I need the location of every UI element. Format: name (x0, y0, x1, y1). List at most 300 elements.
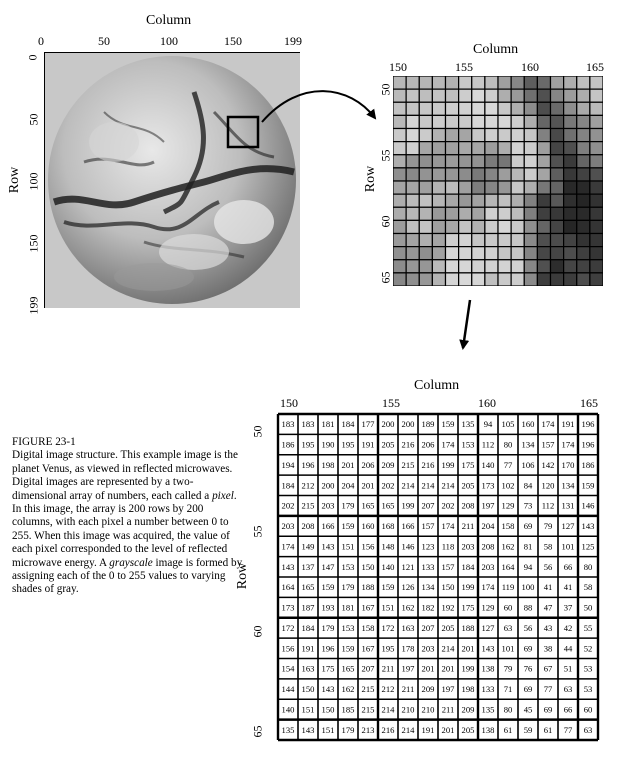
table-cell-value: 101 (561, 541, 575, 552)
zoom-pixel (524, 207, 537, 220)
zoom-pixel (419, 142, 432, 155)
zoom-pixel (577, 142, 590, 155)
zoom-pixel (551, 155, 564, 168)
table-cell-value: 159 (441, 419, 455, 430)
table-cell-value: 147 (321, 561, 335, 572)
zoom-pixel (419, 260, 432, 273)
zoom-pixel (551, 129, 564, 142)
table-col-tick: 155 (382, 396, 400, 410)
table-cell-value: 66 (563, 561, 573, 572)
zoom-pixel (419, 247, 432, 260)
table-cell-value: 134 (521, 439, 535, 450)
table-cell-value: 198 (461, 684, 475, 695)
table-cell-value: 208 (481, 541, 495, 552)
table-cell-value: 58 (543, 541, 553, 552)
venus-row-tick: 0 (25, 54, 40, 61)
table-cell-value: 179 (341, 500, 355, 511)
zoom-pixel (393, 194, 406, 207)
venus-row-tick: 50 (26, 113, 41, 126)
table-cell-value: 202 (441, 500, 455, 511)
table-cell-value: 55 (583, 622, 593, 633)
table-cell-value: 209 (421, 684, 435, 695)
table-cell-value: 112 (481, 439, 495, 450)
zoom-pixel (459, 115, 472, 128)
zoom-pixel (432, 260, 445, 273)
table-cell-value: 184 (461, 561, 475, 572)
table-cell-value: 196 (301, 459, 315, 470)
table-cell-value: 207 (421, 622, 435, 633)
zoom-pixel (446, 155, 459, 168)
table-cell-value: 199 (461, 582, 475, 593)
zoom-pixel (485, 207, 498, 220)
zoom-pixel (432, 247, 445, 260)
table-cell-value: 203 (481, 561, 495, 572)
table-cell-value: 183 (281, 419, 295, 430)
zoom-pixel (485, 220, 498, 233)
table-cell-value: 201 (441, 724, 455, 735)
zoom-pixel (446, 76, 459, 89)
zoom-pixel (537, 142, 550, 155)
table-cell-value: 214 (401, 724, 415, 735)
zoom-pixel (590, 207, 603, 220)
zoom-pixel (564, 247, 577, 260)
table-cell-value: 38 (543, 643, 553, 654)
zoom-pixel (446, 194, 459, 207)
table-cell-value: 143 (281, 561, 295, 572)
zoom-pixel (406, 155, 419, 168)
zoom-pixel (590, 76, 603, 89)
zoom-pixel (511, 207, 524, 220)
table-cell-value: 214 (441, 480, 455, 491)
zoom-pixel (524, 76, 537, 89)
table-cell-value: 199 (441, 459, 455, 470)
zoom-pixel (472, 129, 485, 142)
zoom-arrow-2 (463, 300, 470, 348)
table-cell-value: 215 (361, 704, 375, 715)
zoom-pixel (446, 89, 459, 102)
table-cell-value: 162 (401, 602, 415, 613)
table-cell-value: 84 (523, 480, 533, 491)
table-cell-value: 200 (381, 419, 395, 430)
table-cell-value: 185 (341, 704, 355, 715)
table-cell-value: 140 (281, 704, 295, 715)
zoom-pixel (537, 207, 550, 220)
zoom-pixel (472, 260, 485, 273)
zoom-pixel (406, 89, 419, 102)
table-col-tick: 150 (280, 396, 298, 410)
table-row-title: Row (235, 562, 251, 590)
zoom-pixel (419, 273, 432, 286)
venus-col-tick: 199 (284, 34, 302, 48)
table-cell-value: 94 (523, 561, 533, 572)
table-cell-value: 138 (481, 663, 495, 674)
table-cell-value: 165 (341, 663, 355, 674)
table-cell-value: 150 (321, 704, 335, 715)
table-cell-value: 135 (281, 724, 295, 735)
table-cell-value: 151 (321, 724, 335, 735)
table-cell-value: 186 (581, 459, 595, 470)
zoom-pixel (446, 247, 459, 260)
table-cell-value: 63 (583, 724, 593, 735)
table-cell-value: 189 (421, 419, 435, 430)
table-cell-value: 165 (361, 500, 375, 511)
table-cell-value: 77 (563, 724, 573, 735)
table-cell-value: 53 (583, 663, 593, 674)
zoom-pixel (537, 194, 550, 207)
zoom-pixel (419, 155, 432, 168)
table-cell-value: 195 (301, 439, 315, 450)
venus-row-tick: 100 (26, 172, 41, 191)
zoom-pixel (446, 129, 459, 142)
zoom-pixel (472, 76, 485, 89)
zoom-pixel (446, 220, 459, 233)
table-cell-value: 216 (381, 724, 395, 735)
zoom-pixel (432, 168, 445, 181)
zoom-pixel (498, 168, 511, 181)
zoom-pixel (419, 220, 432, 233)
table-cell-value: 201 (421, 663, 435, 674)
zoom-pixel (498, 129, 511, 142)
table-cell-value: 179 (321, 622, 335, 633)
table-cell-value: 211 (461, 521, 475, 532)
table-cell-value: 157 (421, 521, 435, 532)
table-cell-value: 215 (361, 684, 375, 695)
zoom-pixel (511, 115, 524, 128)
zoom-pixel (485, 247, 498, 260)
table-cell-value: 196 (321, 643, 335, 654)
zoom-pixel (472, 234, 485, 247)
zoom-pixel (406, 129, 419, 142)
table-cell-value: 121 (401, 561, 415, 572)
table-cell-value: 140 (481, 459, 495, 470)
caption-title: Digital image structure. (12, 449, 118, 462)
zoom-pixel (564, 220, 577, 233)
zoom-pixel (590, 247, 603, 260)
zoom-pixel (498, 220, 511, 233)
zoom-pixel (498, 102, 511, 115)
zoom-pixel (393, 181, 406, 194)
zoom-pixel (577, 247, 590, 260)
zoom-pixel (406, 181, 419, 194)
zoom-pixel (432, 220, 445, 233)
zoom-col-tick: 160 (521, 60, 539, 74)
table-cell-value: 184 (301, 622, 315, 633)
zoom-pixel (393, 260, 406, 273)
zoom-pixel (511, 155, 524, 168)
table-cell-value: 45 (523, 704, 533, 715)
table-cell-value: 88 (523, 602, 533, 613)
table-cell-value: 129 (501, 500, 515, 511)
zoom-pixel (406, 115, 419, 128)
zoom-pixel (459, 155, 472, 168)
table-cell-value: 181 (321, 419, 335, 430)
table-cell-value: 173 (281, 602, 295, 613)
zoom-pixel (419, 129, 432, 142)
table-cell-value: 138 (481, 724, 495, 735)
table-cell-value: 80 (583, 561, 593, 572)
zoom-pixel (498, 207, 511, 220)
table-cell-value: 191 (361, 439, 375, 450)
zoom-pixel (590, 234, 603, 247)
table-cell-value: 163 (301, 663, 315, 674)
zoom-pixel (432, 89, 445, 102)
zoom-pixel (524, 194, 537, 207)
table-col-tick: 160 (478, 396, 496, 410)
table-cell-value: 207 (421, 500, 435, 511)
zoom-pixel (564, 89, 577, 102)
table-cell-value: 210 (421, 704, 435, 715)
table-cell-value: 106 (521, 459, 535, 470)
zoom-pixel (393, 273, 406, 286)
table-cell-value: 162 (341, 684, 355, 695)
zoom-pixel (551, 142, 564, 155)
table-cell-value: 69 (523, 643, 533, 654)
zoom-pixel (459, 234, 472, 247)
table-cell-value: 203 (281, 521, 295, 532)
table-cell-value: 197 (481, 500, 495, 511)
zoom-col-tick: 150 (389, 60, 407, 74)
table-cell-value: 151 (381, 602, 395, 613)
table-cell-value: 201 (361, 480, 375, 491)
zoom-pixel (393, 115, 406, 128)
zoom-pixel (590, 115, 603, 128)
table-cell-value: 63 (563, 684, 573, 695)
table-cell-value: 52 (583, 643, 593, 654)
zoom-pixel (577, 76, 590, 89)
zoom-pixel (485, 76, 498, 89)
zoom-pixel (498, 76, 511, 89)
table-cell-value: 173 (481, 480, 495, 491)
zoom-pixel (524, 181, 537, 194)
venus-col-tick: 100 (160, 34, 178, 48)
zoom-pixel (498, 142, 511, 155)
table-cell-value: 146 (581, 500, 595, 511)
zoom-pixel (537, 273, 550, 286)
zoom-pixel (498, 260, 511, 273)
zoom-pixel (393, 155, 406, 168)
zoom-pixel (590, 194, 603, 207)
table-cell-value: 200 (321, 480, 335, 491)
table-row-tick: 65 (250, 725, 265, 738)
zoom-row-tick: 60 (378, 215, 393, 228)
zoom-pixel (537, 220, 550, 233)
zoom-pixel (419, 76, 432, 89)
zoom-pixel (498, 115, 511, 128)
table-cell-value: 167 (361, 602, 375, 613)
zoom-pixel (432, 273, 445, 286)
table-cell-value: 201 (341, 459, 355, 470)
zoom-pixel (432, 181, 445, 194)
zoom-pixel (511, 168, 524, 181)
table-cell-value: 127 (481, 622, 495, 633)
table-cell-value: 69 (543, 704, 553, 715)
table-cell-value: 203 (321, 500, 335, 511)
table-cell-value: 174 (281, 541, 295, 552)
zoom-pixel (577, 129, 590, 142)
table-cell-value: 58 (583, 582, 593, 593)
zoom-pixel (459, 273, 472, 286)
zoom-pixel (432, 207, 445, 220)
zoom-pixel (511, 76, 524, 89)
zoom-pixel (577, 155, 590, 168)
table-cell-value: 142 (541, 459, 555, 470)
table-cell-value: 71 (503, 684, 513, 695)
zoom-pixel (537, 115, 550, 128)
zoom-pixel (524, 155, 537, 168)
caption-text: image is formed by assigning each of the 0 to 255 values to varying shades of gray. (12, 556, 243, 596)
table-cell-value: 212 (381, 684, 395, 695)
zoom-row-tick: 50 (378, 83, 393, 96)
venus-image (44, 52, 300, 308)
zoom-pixel (459, 102, 472, 115)
zoom-pixel (406, 76, 419, 89)
zoom-pixel (511, 142, 524, 155)
table-cell-value: 159 (341, 521, 355, 532)
table-cell-value: 159 (581, 480, 595, 491)
zoom-pixel (432, 115, 445, 128)
table-cell-value: 170 (561, 459, 575, 470)
zoom-pixel (393, 76, 406, 89)
zoom-pixel (406, 273, 419, 286)
zoom-pixel (551, 220, 564, 233)
table-cell-value: 174 (561, 439, 575, 450)
zoom-pixel (537, 260, 550, 273)
zoom-pixel (393, 168, 406, 181)
table-cell-value: 119 (501, 582, 515, 593)
zoom-col-tick: 165 (586, 60, 604, 74)
zoom-pixel (551, 234, 564, 247)
table-cell-value: 159 (321, 582, 335, 593)
zoom-pixel (446, 168, 459, 181)
table-cell-value: 191 (301, 643, 315, 654)
table-cell-value: 165 (301, 582, 315, 593)
table-cell-value: 195 (381, 643, 395, 654)
table-cell-value: 174 (441, 439, 455, 450)
zoom-pixel (590, 129, 603, 142)
table-cell-value: 157 (441, 561, 455, 572)
zoom-pixel (524, 168, 537, 181)
zoom-pixel (577, 102, 590, 115)
zoom-pixel (590, 260, 603, 273)
table-cell-value: 178 (401, 643, 415, 654)
table-cell-value: 202 (281, 500, 295, 511)
zoom-pixel (485, 155, 498, 168)
figure-caption (12, 436, 244, 597)
zoom-pixel (485, 115, 498, 128)
zoom-pixel (472, 155, 485, 168)
zoom-pixel (524, 89, 537, 102)
table-cell-value: 188 (361, 582, 375, 593)
zoom-pixel (564, 181, 577, 194)
zoom-pixel (551, 247, 564, 260)
zoom-pixel (406, 247, 419, 260)
zoom-pixel (459, 129, 472, 142)
zoom-pixel (459, 220, 472, 233)
table-cell-value: 208 (301, 521, 315, 532)
zoom-pixel (419, 102, 432, 115)
table-cell-value: 79 (503, 663, 513, 674)
table-cell-value: 196 (581, 439, 595, 450)
zoom-pixel (577, 168, 590, 181)
table-cell-value: 156 (361, 541, 375, 552)
table-cell-value: 165 (381, 500, 395, 511)
zoom-row-tick: 55 (378, 149, 393, 162)
zoom-pixel (498, 89, 511, 102)
caption-term-pixel: pixel (212, 489, 234, 502)
zoom-column-title: Column (473, 42, 519, 57)
table-cell-value: 214 (401, 480, 415, 491)
table-cell-value: 150 (361, 561, 375, 572)
zoom-pixel (511, 102, 524, 115)
table-cell-value: 67 (543, 663, 553, 674)
table-cell-value: 168 (381, 521, 395, 532)
zoom-pixel (590, 273, 603, 286)
zoom-pixel (551, 115, 564, 128)
zoom-pixel (485, 260, 498, 273)
zoom-pixel (577, 115, 590, 128)
table-cell-value: 56 (523, 622, 533, 633)
zoom-pixel (485, 142, 498, 155)
table-cell-value: 207 (361, 663, 375, 674)
zoom-pixel (524, 234, 537, 247)
table-cell-value: 50 (583, 602, 593, 613)
zoom-pixel (459, 168, 472, 181)
zoom-pixel (459, 194, 472, 207)
zoom-pixel (432, 129, 445, 142)
venus-col-tick: 0 (38, 34, 44, 48)
zoom-pixel (511, 181, 524, 194)
table-cell-value: 156 (281, 643, 295, 654)
zoom-pixel (446, 142, 459, 155)
zoom-pixel (551, 181, 564, 194)
table-cell-value: 211 (381, 663, 395, 674)
zoom-pixel (406, 142, 419, 155)
table-cell-value: 123 (421, 541, 435, 552)
table-cell-value: 154 (281, 663, 295, 674)
table-cell-value: 77 (543, 684, 553, 695)
venus-col-tick: 150 (224, 34, 242, 48)
table-cell-value: 148 (381, 541, 395, 552)
table-cell-value: 61 (543, 724, 553, 735)
table-cell-value: 143 (481, 643, 495, 654)
zoom-pixel (432, 155, 445, 168)
table-cell-value: 163 (401, 622, 415, 633)
table-cell-value: 125 (581, 541, 595, 552)
table-col-tick: 165 (580, 396, 598, 410)
zoom-pixel (393, 129, 406, 142)
zoom-pixel (537, 181, 550, 194)
table-cell-value: 80 (503, 704, 513, 715)
zoom-pixel (551, 102, 564, 115)
zoom-pixel (472, 168, 485, 181)
zoom-pixel (419, 194, 432, 207)
table-cell-value: 182 (421, 602, 435, 613)
zoom-pixel (590, 89, 603, 102)
table-cell-value: 41 (563, 582, 573, 593)
zoom-pixel (446, 181, 459, 194)
table-cell-value: 69 (523, 521, 533, 532)
table-cell-value: 210 (401, 704, 415, 715)
table-cell-value: 199 (461, 663, 475, 674)
zoom-pixel (472, 115, 485, 128)
zoom-pixel (511, 194, 524, 207)
zoom-pixel (406, 234, 419, 247)
table-cell-value: 126 (401, 582, 415, 593)
table-cell-value: 149 (301, 541, 315, 552)
venus-col-tick: 50 (98, 34, 110, 48)
table-cell-value: 211 (401, 684, 415, 695)
zoom-pixel (551, 76, 564, 89)
